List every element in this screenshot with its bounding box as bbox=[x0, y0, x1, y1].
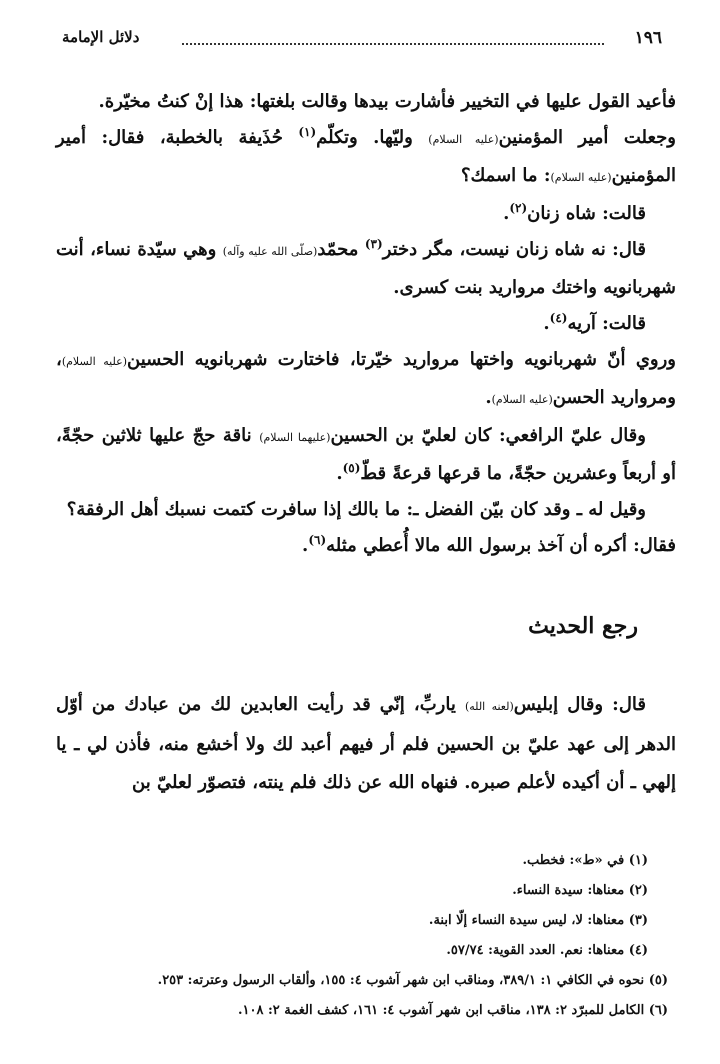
paragraph: وقيل له ـ وقد كان بيّن الفضل ـ: ما بالك إذا سافرت كتمت نسبك أهل الرفقة؟ bbox=[66, 499, 646, 520]
paragraph: فأعيد القول عليها في التخيير فأشارت بيدها وقالت بلغتها: هذا إنْ كنتُ مخيّرة. bbox=[98, 91, 676, 112]
footnote-ref: (٣) bbox=[364, 237, 383, 251]
paragraph: فقال: أكره أن آخذ برسول الله مالا أُعطي مثله$^{(٦)}$. bbox=[302, 533, 676, 556]
footnote: (١) في «ط»: فخطب. bbox=[522, 853, 648, 868]
footnote: (٢) معناها: سيدة النساء. bbox=[512, 883, 648, 898]
running-header bbox=[62, 28, 662, 56]
footnote: (٦) الكامل للمبرّد ٢: ١٣٨، مناقب ابن شهر آشوب ٤: ١٦١، كشف الغمة ٢: ١٠٨. bbox=[237, 1003, 668, 1018]
paragraph: قال: نه شاه زنان نيست، مگر دختر$^{(٣)}$ محمّد(صلّى الله عليه وآله) وهي سيّدة نساء، أنت شهربانويه واختك مرواريد بنت كسرى. bbox=[56, 237, 676, 298]
footnote-ref: (١) bbox=[298, 125, 317, 139]
footnotes bbox=[40, 846, 668, 1026]
paragraph: وروي أنّ شهربانويه واختها مرواريد خيّرتا، فاختارت شهربانويه الحسين(عليه السلام)، ومرواريد الحسن(عليه السلام). bbox=[56, 349, 676, 408]
book-title: دلائل الإمامة bbox=[62, 28, 140, 46]
section-text bbox=[56, 686, 676, 802]
paragraph: قالت: شاه زنان$^{(٢)}$. bbox=[503, 201, 646, 224]
paragraph: وجعلت أمير المؤمنين(عليه السلام) وليّها. وتكلّم$^{(١)}$ حُذَيفة بالخطبة، فقال: أمير المؤمنين(عليه السلام): ما اسمك؟ bbox=[56, 125, 676, 186]
header-dotted-leader bbox=[182, 43, 604, 45]
page-number: ١٩٦ bbox=[634, 28, 662, 48]
footnote: (٣) معناها: لا، ليس سيدة النساء إلّا ابنة. bbox=[428, 913, 648, 928]
footnote-ref: (٦) bbox=[308, 533, 327, 547]
footnote-ref: (٥) bbox=[342, 461, 361, 475]
paragraph: قالت: آريه$^{(٤)}$. bbox=[543, 311, 646, 334]
footnote: (٥) نحوه في الكافي ١: ٣٨٩/١، ومناقب ابن شهر آشوب ٤: ١٥٥، وألقاب الرسول وعترته: ٢٥٣. bbox=[157, 973, 668, 988]
footnote-ref: (٤) bbox=[549, 311, 568, 325]
footnote: (٤) معناها: نعم. العدد القوية: ٥٧/٧٤. bbox=[446, 943, 648, 958]
paragraph: وقال عليّ الرافعي: كان لعليّ بن الحسين(عليهما السلام) ناقة حجّ عليها ثلاثين حجّةً، أو أربعاً وعشرين حجّةً، ما قرعها قرعةً قطّ$^{(٥)}$. bbox=[56, 425, 676, 484]
main-text bbox=[56, 84, 676, 564]
paragraph: قال: وقال إبليس(لعنه الله) ياربِّ، إنّي قد رأيت العابدين لك من عبادك من أوّل الدهر إلى عهد عليّ بن الحسين فلم أر فيهم أعبد لك ولا أخشع منه، فأذن لي ـ يا إلهي ـ أن أكيده لأعلم صبره. فنهاه الله عن ذلك فلم ينته، فتصوّر لعليّ بن bbox=[56, 694, 676, 793]
footnote-ref: (٢) bbox=[509, 201, 528, 215]
section-heading: رجع الحديث bbox=[528, 613, 638, 639]
